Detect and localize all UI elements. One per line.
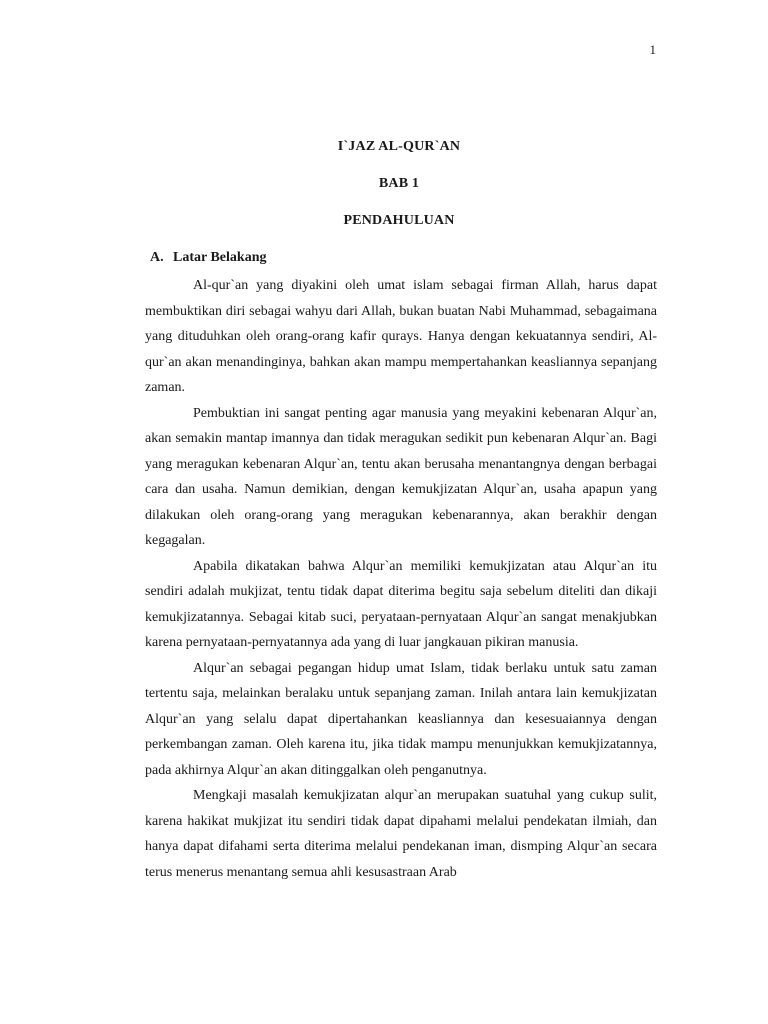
paragraph: Alqur`an sebagai pegangan hidup umat Islam, tidak berlaku untuk satu zaman tertentu saja, melainkan beralaku untuk sepanjang zaman. Inilah antara lain kemukjizatan Alqur`an yang selalu dapat dipertahankan keasliannya dan kesesuaiannya dengan perkembangan zaman. Oleh karena itu, jika tidak mampu menunjukkan kemukjizatannya, pada akhirnya Alqur`an akan ditinggalkan oleh penganutnya. <box>145 660 657 778</box>
paragraph: Pembuktian ini sangat penting agar manusia yang meyakini kebenaran Alqur`an, akan semakin mantap imannya dan tidak meragukan sedikit pun kebenaran Alqur`an. Bagi yang meragukan kebenaran Alqur`an, tentu akan berusaha menantangnya dengan berbagai cara dan usaha. Namun demikian, dengan kemukjizatan Alqur`an, usaha apapun yang dilakukan oleh orang-orang yang meragukan kebenarannya, akan berakhir dengan kegagalan. <box>145 405 657 548</box>
body-text <box>145 273 657 885</box>
chapter-number: BAB 1 <box>378 176 420 191</box>
document-title: I`JAZ AL-QUR`AN <box>337 139 461 154</box>
page-number: 1 <box>649 42 656 57</box>
chapter-title: PENDAHULUAN <box>343 213 455 228</box>
section-heading-text: Latar Belakang <box>173 250 267 265</box>
paragraph: Apabila dikatakan bahwa Alqur`an memiliki kemukjizatan atau Alqur`an itu sendiri adalah mukjizat, tentu tidak dapat diterima begitu saja sebelum diteliti dan dikaji kemukjizatannya. Sebagai kitab suci, peryataan-pernyataan Alqur`an sangat menakjubkan karena pernyataan-pernyatannya ada yang di luar jangkauan pikiran manusia. <box>145 558 657 650</box>
paragraph: Mengkaji masalah kemukjizatan alqur`an merupakan suatuhal yang cukup sulit, karena hakikat mukjizat itu sendiri tidak dapat dipahami melalui pendekatan ilmiah, dan hanya dapat difahami serta diterima melalui pendekanan iman, dismping Alqur`an secara terus menerus menantang semua ahli kesusastraan Arab <box>145 788 657 880</box>
paragraph: Al-qur`an yang diyakini oleh umat islam sebagai firman Allah, harus dapat membuktikan diri sebagai wahyu dari Allah, bukan buatan Nabi Muhammad, sebagaimana yang dituduhkan oleh orang-orang kafir qurays. Hanya dengan kekuatannya sendiri, Al-qur`an akan menandinginya, bahkan akan mampu mempertahankan keasliannya sepanjang zaman. <box>145 278 657 395</box>
section-letter: A. <box>150 250 164 265</box>
section-heading <box>150 250 266 266</box>
